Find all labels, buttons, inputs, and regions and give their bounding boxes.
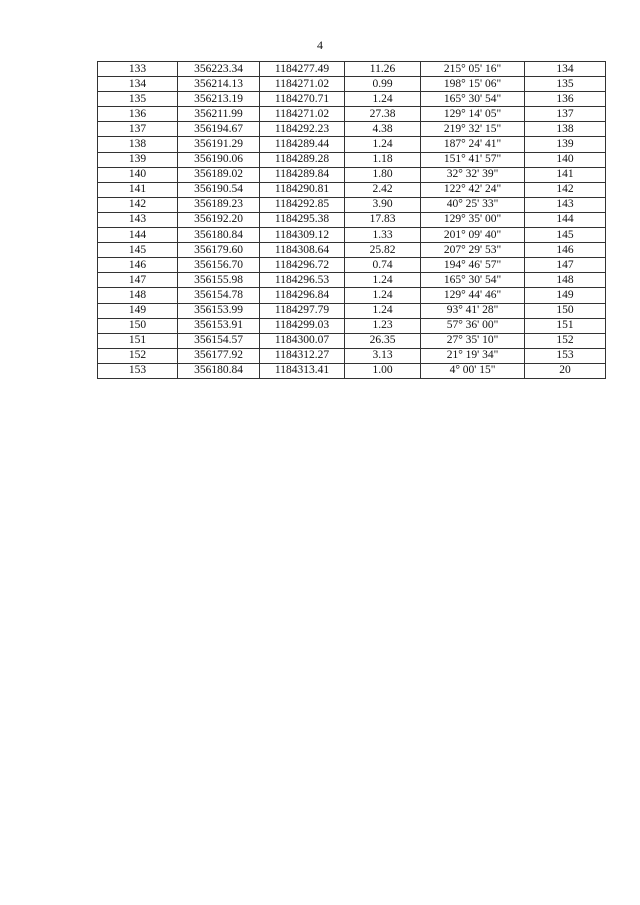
bearing-cell: 165° 30' 54" bbox=[421, 92, 525, 107]
distance-cell: 0.74 bbox=[345, 258, 421, 273]
y-coordinate-cell: 1184312.27 bbox=[260, 348, 345, 363]
next-point-cell: 142 bbox=[525, 182, 606, 197]
table-row bbox=[98, 243, 606, 258]
point-number-cell: 147 bbox=[98, 273, 178, 288]
y-coordinate-cell: 1184270.71 bbox=[260, 92, 345, 107]
table-row bbox=[98, 92, 606, 107]
next-point-cell: 141 bbox=[525, 167, 606, 182]
next-point-cell: 20 bbox=[525, 363, 606, 378]
point-number-cell: 139 bbox=[98, 152, 178, 167]
bearing-cell: 207° 29' 53" bbox=[421, 243, 525, 258]
next-point-cell: 153 bbox=[525, 348, 606, 363]
point-number-cell: 153 bbox=[98, 363, 178, 378]
bearing-cell: 219° 32' 15" bbox=[421, 122, 525, 137]
y-coordinate-cell: 1184271.02 bbox=[260, 77, 345, 92]
coordinates-table-body bbox=[98, 62, 606, 379]
bearing-cell: 129° 14' 05" bbox=[421, 107, 525, 122]
next-point-cell: 139 bbox=[525, 137, 606, 152]
x-coordinate-cell: 356190.06 bbox=[178, 152, 260, 167]
bearing-cell: 165° 30' 54" bbox=[421, 273, 525, 288]
point-number-cell: 146 bbox=[98, 258, 178, 273]
y-coordinate-cell: 1184313.41 bbox=[260, 363, 345, 378]
x-coordinate-cell: 356180.84 bbox=[178, 363, 260, 378]
next-point-cell: 138 bbox=[525, 122, 606, 137]
point-number-cell: 141 bbox=[98, 182, 178, 197]
bearing-cell: 27° 35' 10" bbox=[421, 333, 525, 348]
y-coordinate-cell: 1184308.64 bbox=[260, 243, 345, 258]
table-row bbox=[98, 288, 606, 303]
table-row bbox=[98, 182, 606, 197]
next-point-cell: 143 bbox=[525, 197, 606, 212]
bearing-cell: 198° 15' 06" bbox=[421, 77, 525, 92]
bearing-cell: 201° 09' 40" bbox=[421, 228, 525, 243]
x-coordinate-cell: 356153.99 bbox=[178, 303, 260, 318]
x-coordinate-cell: 356156.70 bbox=[178, 258, 260, 273]
table-row bbox=[98, 348, 606, 363]
x-coordinate-cell: 356155.98 bbox=[178, 273, 260, 288]
distance-cell: 4.38 bbox=[345, 122, 421, 137]
distance-cell: 1.24 bbox=[345, 273, 421, 288]
x-coordinate-cell: 356189.23 bbox=[178, 197, 260, 212]
point-number-cell: 152 bbox=[98, 348, 178, 363]
table-row bbox=[98, 62, 606, 77]
table-row bbox=[98, 363, 606, 378]
x-coordinate-cell: 356154.57 bbox=[178, 333, 260, 348]
distance-cell: 1.24 bbox=[345, 92, 421, 107]
x-coordinate-cell: 356214.13 bbox=[178, 77, 260, 92]
x-coordinate-cell: 356191.29 bbox=[178, 137, 260, 152]
table-row bbox=[98, 273, 606, 288]
next-point-cell: 137 bbox=[525, 107, 606, 122]
x-coordinate-cell: 356213.19 bbox=[178, 92, 260, 107]
distance-cell: 27.38 bbox=[345, 107, 421, 122]
table-row bbox=[98, 77, 606, 92]
table-row bbox=[98, 258, 606, 273]
y-coordinate-cell: 1184309.12 bbox=[260, 228, 345, 243]
table-row bbox=[98, 122, 606, 137]
distance-cell: 1.24 bbox=[345, 288, 421, 303]
next-point-cell: 134 bbox=[525, 62, 606, 77]
y-coordinate-cell: 1184289.44 bbox=[260, 137, 345, 152]
distance-cell: 1.24 bbox=[345, 303, 421, 318]
bearing-cell: 93° 41' 28" bbox=[421, 303, 525, 318]
distance-cell: 3.90 bbox=[345, 197, 421, 212]
x-coordinate-cell: 356189.02 bbox=[178, 167, 260, 182]
distance-cell: 0.99 bbox=[345, 77, 421, 92]
next-point-cell: 144 bbox=[525, 212, 606, 227]
point-number-cell: 133 bbox=[98, 62, 178, 77]
point-number-cell: 145 bbox=[98, 243, 178, 258]
y-coordinate-cell: 1184292.85 bbox=[260, 197, 345, 212]
table-row bbox=[98, 107, 606, 122]
point-number-cell: 140 bbox=[98, 167, 178, 182]
bearing-cell: 4° 00' 15" bbox=[421, 363, 525, 378]
distance-cell: 2.42 bbox=[345, 182, 421, 197]
next-point-cell: 147 bbox=[525, 258, 606, 273]
table-row bbox=[98, 318, 606, 333]
next-point-cell: 146 bbox=[525, 243, 606, 258]
y-coordinate-cell: 1184289.28 bbox=[260, 152, 345, 167]
next-point-cell: 151 bbox=[525, 318, 606, 333]
x-coordinate-cell: 356190.54 bbox=[178, 182, 260, 197]
x-coordinate-cell: 356177.92 bbox=[178, 348, 260, 363]
table-row bbox=[98, 197, 606, 212]
bearing-cell: 215° 05' 16" bbox=[421, 62, 525, 77]
x-coordinate-cell: 356192.20 bbox=[178, 212, 260, 227]
table-row bbox=[98, 137, 606, 152]
table-row bbox=[98, 333, 606, 348]
y-coordinate-cell: 1184296.72 bbox=[260, 258, 345, 273]
bearing-cell: 129° 35' 00" bbox=[421, 212, 525, 227]
bearing-cell: 57° 36' 00" bbox=[421, 318, 525, 333]
x-coordinate-cell: 356179.60 bbox=[178, 243, 260, 258]
distance-cell: 11.26 bbox=[345, 62, 421, 77]
bearing-cell: 40° 25' 33" bbox=[421, 197, 525, 212]
distance-cell: 26.35 bbox=[345, 333, 421, 348]
bearing-cell: 21° 19' 34" bbox=[421, 348, 525, 363]
next-point-cell: 135 bbox=[525, 77, 606, 92]
next-point-cell: 150 bbox=[525, 303, 606, 318]
table-row bbox=[98, 228, 606, 243]
x-coordinate-cell: 356211.99 bbox=[178, 107, 260, 122]
point-number-cell: 142 bbox=[98, 197, 178, 212]
table-row bbox=[98, 212, 606, 227]
y-coordinate-cell: 1184290.81 bbox=[260, 182, 345, 197]
table-row bbox=[98, 167, 606, 182]
next-point-cell: 140 bbox=[525, 152, 606, 167]
next-point-cell: 148 bbox=[525, 273, 606, 288]
distance-cell: 1.33 bbox=[345, 228, 421, 243]
next-point-cell: 152 bbox=[525, 333, 606, 348]
next-point-cell: 145 bbox=[525, 228, 606, 243]
point-number-cell: 150 bbox=[98, 318, 178, 333]
x-coordinate-cell: 356180.84 bbox=[178, 228, 260, 243]
distance-cell: 3.13 bbox=[345, 348, 421, 363]
y-coordinate-cell: 1184295.38 bbox=[260, 212, 345, 227]
table-row bbox=[98, 303, 606, 318]
y-coordinate-cell: 1184271.02 bbox=[260, 107, 345, 122]
point-number-cell: 151 bbox=[98, 333, 178, 348]
page-number: 4 bbox=[317, 38, 323, 52]
distance-cell: 1.00 bbox=[345, 363, 421, 378]
point-number-cell: 143 bbox=[98, 212, 178, 227]
y-coordinate-cell: 1184289.84 bbox=[260, 167, 345, 182]
bearing-cell: 32° 32' 39" bbox=[421, 167, 525, 182]
distance-cell: 17.83 bbox=[345, 212, 421, 227]
coordinates-table bbox=[97, 61, 606, 379]
y-coordinate-cell: 1184277.49 bbox=[260, 62, 345, 77]
x-coordinate-cell: 356153.91 bbox=[178, 318, 260, 333]
distance-cell: 1.23 bbox=[345, 318, 421, 333]
x-coordinate-cell: 356194.67 bbox=[178, 122, 260, 137]
point-number-cell: 136 bbox=[98, 107, 178, 122]
bearing-cell: 187° 24' 41" bbox=[421, 137, 525, 152]
distance-cell: 1.80 bbox=[345, 167, 421, 182]
y-coordinate-cell: 1184300.07 bbox=[260, 333, 345, 348]
point-number-cell: 137 bbox=[98, 122, 178, 137]
y-coordinate-cell: 1184296.84 bbox=[260, 288, 345, 303]
y-coordinate-cell: 1184296.53 bbox=[260, 273, 345, 288]
next-point-cell: 136 bbox=[525, 92, 606, 107]
point-number-cell: 144 bbox=[98, 228, 178, 243]
point-number-cell: 149 bbox=[98, 303, 178, 318]
next-point-cell: 149 bbox=[525, 288, 606, 303]
y-coordinate-cell: 1184297.79 bbox=[260, 303, 345, 318]
y-coordinate-cell: 1184292.23 bbox=[260, 122, 345, 137]
bearing-cell: 129° 44' 46" bbox=[421, 288, 525, 303]
distance-cell: 25.82 bbox=[345, 243, 421, 258]
y-coordinate-cell: 1184299.03 bbox=[260, 318, 345, 333]
bearing-cell: 122° 42' 24" bbox=[421, 182, 525, 197]
point-number-cell: 135 bbox=[98, 92, 178, 107]
point-number-cell: 148 bbox=[98, 288, 178, 303]
distance-cell: 1.24 bbox=[345, 137, 421, 152]
point-number-cell: 138 bbox=[98, 137, 178, 152]
bearing-cell: 151° 41' 57" bbox=[421, 152, 525, 167]
distance-cell: 1.18 bbox=[345, 152, 421, 167]
x-coordinate-cell: 356154.78 bbox=[178, 288, 260, 303]
point-number-cell: 134 bbox=[98, 77, 178, 92]
x-coordinate-cell: 356223.34 bbox=[178, 62, 260, 77]
table-row bbox=[98, 152, 606, 167]
bearing-cell: 194° 46' 57" bbox=[421, 258, 525, 273]
